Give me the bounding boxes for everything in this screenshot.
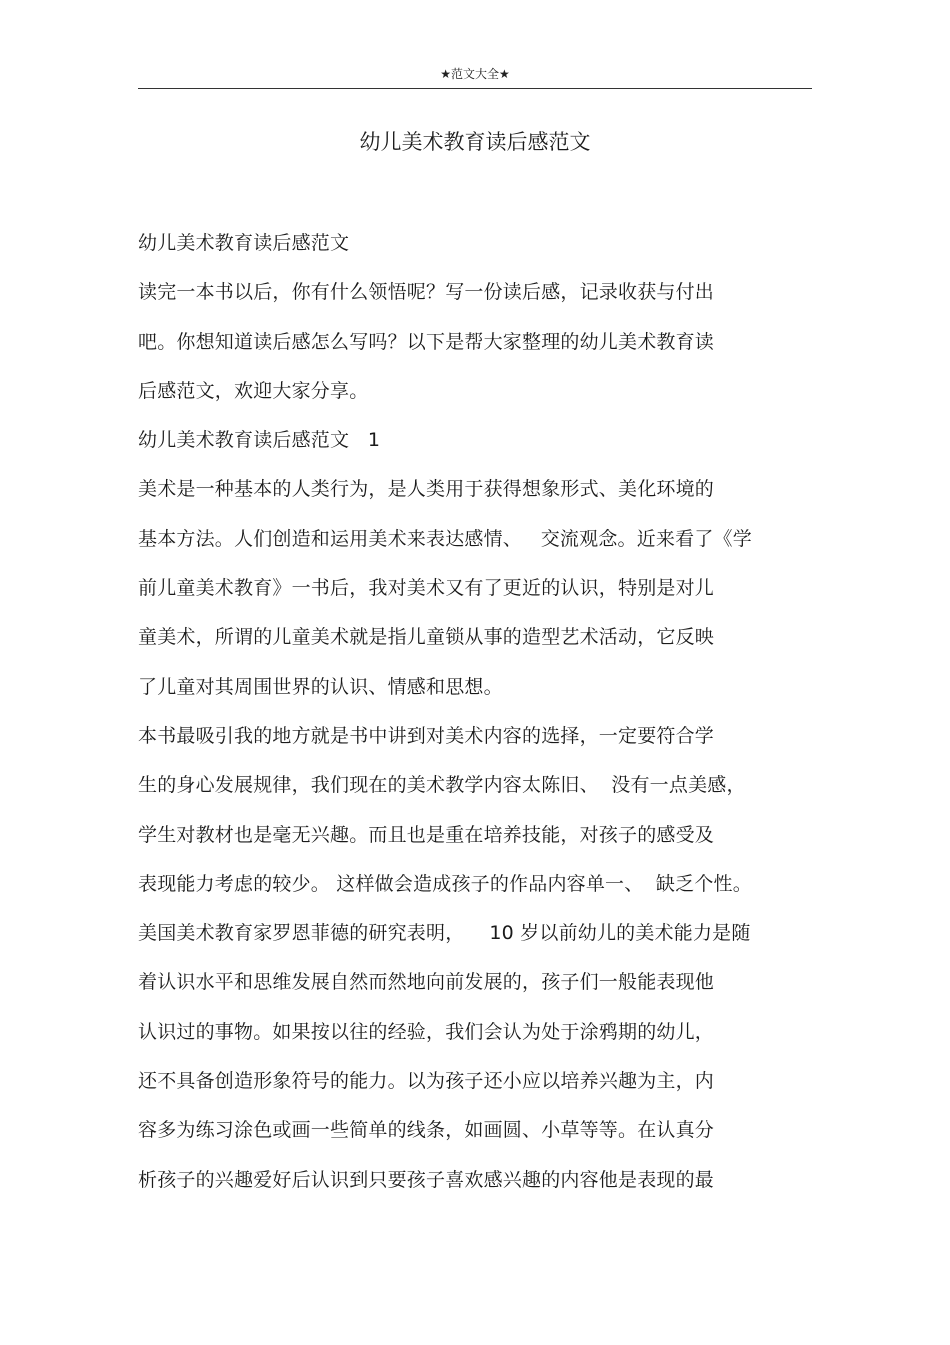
page-header: ★范文大全★ [440, 67, 510, 81]
body-line: 学生对教材也是毫无兴趣。而且也是重在培养技能，对孩子的感受及 [138, 823, 715, 846]
body-line: 美术是一种基本的人类行为，是人类用于获得想象形式、美化环境的 [138, 478, 715, 501]
document-body [138, 228, 828, 1214]
body-line: 容多为练习涂色或画一些简单的线条，如画圆、小草等等。在认真分 [138, 1119, 715, 1142]
body-line: 还不具备创造形象符号的能力。以为孩子还小应以培养兴趣为主，内 [138, 1070, 715, 1093]
body-line: 着认识水平和思维发展自然而然地向前发展的，孩子们一般能表现他 [138, 971, 715, 994]
body-line: 析孩子的兴趣爱好后认识到只要孩子喜欢感兴趣的内容他是表现的最 [138, 1168, 715, 1191]
body-line: 童美术，所谓的儿童美术就是指儿童锁从事的造型艺术活动，它反映 [138, 626, 715, 649]
body-line: 基本方法。人们创造和运用美术来表达感情、 交流观念。近来看了《学 [138, 527, 752, 550]
body-line: 了儿童对其周围世界的认识、情感和思想。 [138, 675, 503, 698]
header-divider [138, 88, 812, 89]
body-line: 读完一本书以后，你有什么领悟呢？写一份读后感，记录收获与付出 [138, 281, 715, 304]
body-line: 表现能力考虑的较少。 这样做会造成孩子的作品内容单一、 缺乏个性。 [138, 872, 752, 895]
body-line: 吧。你想知道读后感怎么写吗？以下是帮大家整理的幼儿美术教育读 [138, 330, 715, 353]
body-line: 后感范文，欢迎大家分享。 [138, 379, 369, 402]
body-line: 美国美术教育家罗恩菲德的研究表明， 10 岁以前幼儿的美术能力是随 [138, 922, 751, 945]
body-line: 前儿童美术教育》一书后，我对美术又有了更近的认识，特别是对儿 [138, 577, 715, 600]
document-title: 幼儿美术教育读后感范文 [359, 130, 591, 154]
body-line: 生的身心发展规律，我们现在的美术教学内容太陈旧、 没有一点美感， [138, 774, 746, 797]
body-line: 本书最吸引我的地方就是书中讲到对美术内容的选择，一定要符合学 [138, 724, 715, 747]
body-line: 认识过的事物。如果按以往的经验，我们会认为处于涂鸦期的幼儿， [138, 1020, 715, 1043]
body-line: 幼儿美术教育读后感范文 [138, 232, 350, 254]
body-line: 幼儿美术教育读后感范文 1 [138, 429, 381, 452]
